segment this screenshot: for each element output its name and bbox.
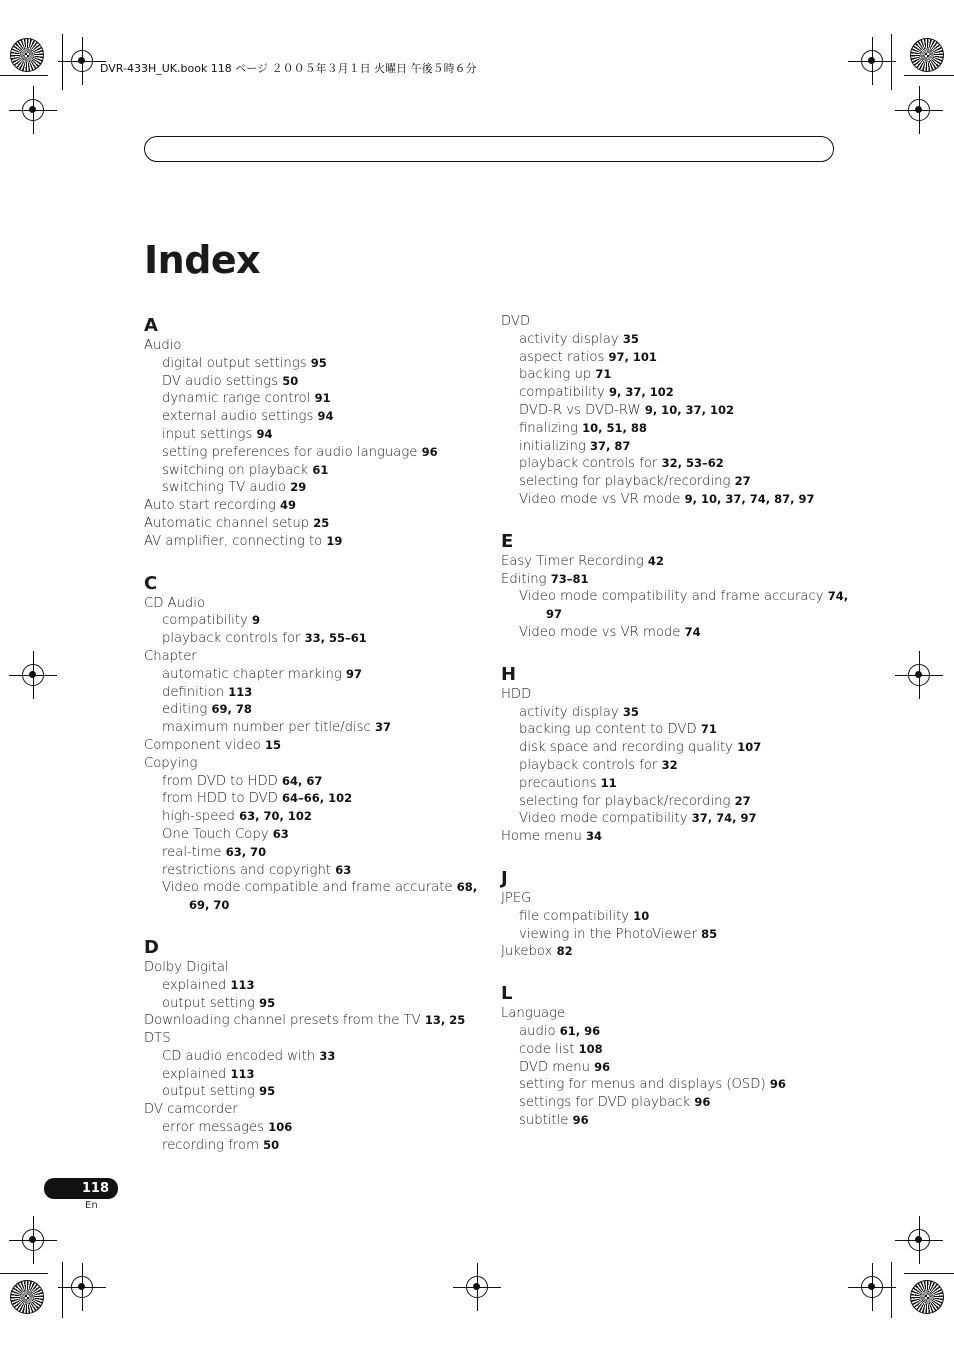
index-entry (501, 943, 851, 961)
page-reference: 9, 10, 37, 74, 87, 97 (684, 491, 815, 506)
page-reference: 94 (317, 409, 334, 424)
page-reference: 71 (595, 367, 612, 382)
entry-text: Downloading channel presets from the TV (144, 1013, 421, 1029)
index-section (501, 531, 851, 642)
page-reference: 13, 25 (424, 1013, 466, 1028)
print-header: DVR-433H_UK.book 118 ページ ２００５年３月１日 火曜日 午後５時６分 (100, 62, 477, 75)
entry-text: Copying (144, 755, 198, 771)
page-reference: 19 (326, 533, 343, 548)
index-subentry (501, 908, 851, 926)
index-subentry (501, 1041, 851, 1059)
index-subentry (501, 491, 851, 509)
page-reference: 91 (314, 391, 331, 406)
index-entry (144, 1030, 494, 1048)
crop-mark (904, 1273, 954, 1274)
entry-text: audio (519, 1023, 556, 1039)
index-entry (144, 337, 494, 355)
page-reference: 32, 53–62 (661, 456, 724, 471)
page-reference: 10, 51, 88 (582, 420, 647, 435)
page-reference: 108 (578, 1041, 603, 1056)
page-reference: 113 (230, 977, 255, 992)
page-reference: 32 (661, 757, 678, 772)
page-reference: 96 (421, 444, 438, 459)
entry-text: recording from (162, 1137, 259, 1153)
entry-text: setting for menus and displays (OSD) (519, 1077, 766, 1093)
index-subentry (144, 444, 494, 462)
section-letter: H (501, 663, 517, 685)
page-reference: 27 (734, 474, 751, 489)
crop-mark (62, 34, 63, 90)
crosshair-mark-icon (22, 1229, 44, 1251)
entry-text: Auto start recording (144, 498, 276, 514)
index-entry (144, 737, 494, 755)
page-reference: 95 (259, 995, 276, 1010)
entry-text: from DVD to HDD (162, 773, 278, 789)
index-subentry (501, 402, 851, 420)
page-reference: 37, 74, 97 (691, 811, 757, 826)
entry-text: dynamic range control (162, 391, 311, 407)
page-reference: 42 (647, 553, 664, 568)
crosshair-mark-icon (466, 1276, 488, 1298)
index-subentry (501, 704, 851, 722)
section-letter: L (501, 983, 513, 1005)
entry-text: code list (519, 1041, 575, 1057)
entry-text: switching TV audio (162, 480, 287, 496)
page-reference: 85 (701, 926, 718, 941)
entry-text: explained (162, 1066, 227, 1082)
page-reference: 37, 87 (590, 438, 631, 453)
page-reference: 63 (335, 862, 352, 877)
entry-text: CD audio encoded with (162, 1048, 316, 1064)
index-entry (501, 828, 851, 846)
index-subentry (501, 366, 851, 384)
crosshair-mark-icon (861, 50, 883, 72)
index-subentry (501, 624, 851, 642)
index-subentry (501, 739, 851, 757)
page-reference: 82 (556, 944, 573, 959)
page-reference: 113 (228, 684, 253, 699)
index-entry (144, 497, 494, 515)
index-subentry (144, 462, 494, 480)
index-subentry (144, 666, 494, 684)
page-reference: 69, 78 (211, 702, 252, 717)
index-subentry (144, 826, 494, 844)
entry-text: DVD (501, 314, 531, 329)
crop-mark (891, 34, 892, 90)
index-subentry (144, 790, 494, 808)
crop-mark (62, 1262, 63, 1318)
index-entry (501, 686, 851, 704)
page-reference: 95 (259, 1084, 276, 1099)
index-subentry (144, 630, 494, 648)
entry-text: subtitle (519, 1112, 569, 1128)
crop-mark (891, 1262, 892, 1318)
entry-text: compatibility (162, 613, 248, 629)
entry-text: precautions (519, 775, 597, 791)
entry-text: DVD-R vs DVD-RW (519, 402, 641, 418)
entry-text: playback controls for (519, 757, 658, 773)
entry-text: restrictions and copyright (162, 862, 331, 878)
page-reference: 49 (279, 498, 296, 513)
crop-mark (0, 1273, 48, 1274)
page-reference: 61, 96 (559, 1023, 601, 1038)
page-reference: 10 (633, 908, 650, 923)
registration-burst-icon (910, 38, 944, 72)
entry-text: explained (162, 977, 227, 993)
section-letter: C (144, 572, 158, 594)
index-subentry (144, 408, 494, 426)
index-subentry (144, 373, 494, 391)
index-entry (144, 515, 494, 533)
page-reference: 61 (312, 462, 329, 477)
entry-text: file compatibility (519, 908, 630, 924)
index-section (501, 664, 851, 846)
page-reference: 96 (769, 1077, 786, 1092)
entry-text: high-speed (162, 809, 235, 825)
page-title: Index (144, 238, 261, 282)
index-section (501, 868, 851, 961)
index-subentry (144, 862, 494, 880)
page-language: En (85, 1200, 98, 1211)
section-letter: A (144, 315, 158, 336)
index-section (144, 315, 494, 551)
index-entry (501, 890, 851, 908)
registration-burst-icon (10, 1280, 44, 1314)
page-reference: 106 (268, 1120, 293, 1135)
entry-text: AV amplifier, connecting to (144, 533, 323, 549)
page-reference: 64–66, 102 (282, 791, 353, 806)
entry-text: DTS (144, 1031, 171, 1047)
index-subentry (501, 793, 851, 811)
index-subentry (144, 1137, 494, 1155)
index-subentry (501, 926, 851, 944)
index-entry (501, 313, 851, 331)
index-subentry (501, 384, 851, 402)
page-reference: 73–81 (550, 571, 589, 586)
page-reference: 71 (700, 722, 717, 737)
page-reference: 95 (310, 355, 327, 370)
page-reference: 96 (694, 1095, 711, 1110)
entry-text: Video mode compatible and frame accurate (162, 880, 453, 896)
index-subentry (144, 355, 494, 373)
index-subentry (144, 390, 494, 408)
entry-text: activity display (519, 331, 619, 347)
index-subentry (144, 1119, 494, 1137)
entry-text: Editing (501, 571, 547, 587)
registration-burst-icon (10, 38, 44, 72)
page-reference: 37 (374, 720, 391, 735)
entry-text: Video mode vs VR mode (519, 624, 681, 640)
page-reference: 9 (252, 613, 261, 628)
index-section (144, 937, 494, 1155)
section-letter: D (144, 936, 159, 958)
page-reference: 107 (737, 740, 762, 755)
page-reference: 33, 55–61 (304, 631, 367, 646)
crosshair-mark-icon (71, 1276, 93, 1298)
index-subentry (501, 349, 851, 367)
index-subentry (144, 684, 494, 702)
index-subentry (501, 331, 851, 349)
page-reference: 97, 101 (608, 349, 657, 364)
index-section (501, 983, 851, 1130)
entry-text: setting preferences for audio language (162, 444, 418, 460)
page-reference: 94 (256, 426, 273, 441)
entry-text: Component video (144, 737, 261, 753)
entry-text: external audio settings (162, 409, 314, 425)
entry-text: initializing (519, 438, 586, 454)
entry-text: DV audio settings (162, 373, 279, 389)
entry-text: playback controls for (519, 456, 658, 472)
page-reference: 15 (264, 737, 281, 752)
entry-text: Dolby Digital (144, 959, 229, 975)
index-subentry (144, 612, 494, 630)
entry-text: output setting (162, 995, 255, 1011)
index-subentry (501, 810, 851, 828)
entry-text: activity display (519, 704, 619, 720)
entry-text: real-time (162, 844, 222, 860)
page-reference: 27 (734, 793, 751, 808)
entry-text: viewing in the PhotoViewer (519, 926, 697, 942)
index-section (144, 573, 494, 915)
page-reference: 9, 37, 102 (609, 385, 674, 400)
entry-text: Language (501, 1006, 566, 1022)
entry-text: automatic chapter marking (162, 666, 342, 682)
entry-text: One Touch Copy (162, 826, 269, 842)
entry-text: Audio (144, 338, 182, 353)
index-entry (144, 755, 494, 773)
entry-text: backing up content to DVD (519, 722, 697, 738)
index-entry (501, 1005, 851, 1023)
crop-mark (0, 75, 48, 76)
registration-burst-icon (910, 1280, 944, 1314)
index-subentry (501, 588, 851, 624)
section-letter: J (501, 867, 508, 889)
page-reference: 35 (622, 704, 639, 719)
index-section (501, 313, 851, 509)
index-subentry (501, 438, 851, 456)
entry-text: Home menu (501, 829, 582, 845)
entry-text: switching on playback (162, 462, 309, 478)
index-subentry (501, 1112, 851, 1130)
entry-text: Video mode compatibility and frame accuracy (519, 589, 824, 605)
entry-text: finalizing (519, 420, 578, 436)
index-subentry (144, 1083, 494, 1101)
index-entry (144, 959, 494, 977)
crosshair-mark-icon (908, 99, 930, 121)
page-reference: 63, 70, 102 (239, 809, 312, 824)
index-entry (144, 1101, 494, 1119)
index-subentry (144, 1048, 494, 1066)
entry-text: Chapter (144, 648, 197, 664)
entry-text: backing up (519, 367, 592, 383)
index-subentry (501, 775, 851, 793)
index-entry (144, 533, 494, 551)
page-reference: 96 (572, 1112, 589, 1127)
index-subentry (501, 1023, 851, 1041)
index-entry (144, 1012, 494, 1030)
entry-text: maximum number per title/disc (162, 720, 371, 736)
index-subentry (144, 773, 494, 791)
entry-text: compatibility (519, 385, 605, 401)
index-subentry (144, 1066, 494, 1084)
header-bar (144, 136, 834, 162)
page-reference: 9, 10, 37, 102 (644, 402, 734, 417)
page-reference: 29 (290, 480, 307, 495)
entry-text: Easy Timer Recording (501, 553, 644, 569)
entry-text: output setting (162, 1084, 255, 1100)
page-reference: 11 (600, 775, 617, 790)
entry-text: disk space and recording quality (519, 740, 733, 756)
entry-text: Automatic channel setup (144, 515, 310, 531)
index-subentry (501, 1094, 851, 1112)
entry-text: HDD (501, 686, 532, 702)
index-column-left (144, 313, 494, 1177)
page-reference: 50 (263, 1137, 280, 1152)
page-reference: 74 (684, 624, 701, 639)
index-subentry (144, 808, 494, 826)
index-subentry (501, 1076, 851, 1094)
index-entry (144, 595, 494, 613)
page-reference: 33 (319, 1048, 336, 1063)
entry-text: from HDD to DVD (162, 791, 278, 807)
section-letter: E (501, 530, 514, 552)
page-reference: 35 (622, 331, 639, 346)
crosshair-mark-icon (908, 1229, 930, 1251)
entry-text: definition (162, 684, 225, 700)
entry-text: selecting for playback/recording (519, 474, 731, 490)
index-subentry (144, 701, 494, 719)
entry-text: DV camcorder (144, 1102, 238, 1118)
entry-text: DVD menu (519, 1059, 590, 1075)
index-subentry (144, 719, 494, 737)
page-reference: 50 (282, 373, 299, 388)
page-reference: 68, 69, 70 (189, 880, 478, 913)
index-entry (501, 571, 851, 589)
index-entry (144, 648, 494, 666)
index-subentry (501, 721, 851, 739)
index-subentry (501, 473, 851, 491)
entry-text: aspect ratios (519, 349, 605, 365)
index-subentry (144, 426, 494, 444)
entry-text: settings for DVD playback (519, 1095, 691, 1111)
page-reference: 96 (594, 1059, 611, 1074)
entry-text: JPEG (501, 890, 532, 906)
index-entry (501, 553, 851, 571)
entry-text: editing (162, 702, 208, 718)
entry-text: selecting for playback/recording (519, 793, 731, 809)
entry-text: Video mode compatibility (519, 811, 688, 827)
crosshair-mark-icon (71, 50, 93, 72)
index-subentry (144, 879, 494, 915)
index-subentry (501, 420, 851, 438)
page-reference: 63 (272, 826, 289, 841)
entry-text: error messages (162, 1120, 265, 1136)
crosshair-mark-icon (22, 99, 44, 121)
index-column-right (501, 313, 851, 1152)
entry-text: Jukebox (501, 944, 553, 960)
page-reference: 25 (313, 515, 330, 530)
entry-text: playback controls for (162, 631, 301, 647)
index-subentry (501, 757, 851, 775)
crosshair-mark-icon (861, 1276, 883, 1298)
entry-text: digital output settings (162, 355, 307, 371)
index-subentry (144, 977, 494, 995)
entry-text: input settings (162, 426, 253, 442)
page-reference: 64, 67 (282, 773, 323, 788)
page-reference: 113 (230, 1066, 255, 1081)
crop-mark (904, 75, 954, 76)
index-subentry (501, 1059, 851, 1077)
page-reference: 97 (345, 666, 362, 681)
entry-text: Video mode vs VR mode (519, 491, 681, 507)
page-reference: 74, 97 (546, 589, 849, 622)
entry-text: CD Audio (144, 595, 206, 611)
index-subentry (501, 455, 851, 473)
page-reference: 63, 70 (225, 844, 267, 859)
index-subentry (144, 479, 494, 497)
index-subentry (144, 844, 494, 862)
crosshair-mark-icon (908, 664, 930, 686)
page-number: 118 (44, 1178, 118, 1199)
index-subentry (144, 995, 494, 1013)
page-reference: 34 (586, 829, 603, 844)
crosshair-mark-icon (22, 664, 44, 686)
